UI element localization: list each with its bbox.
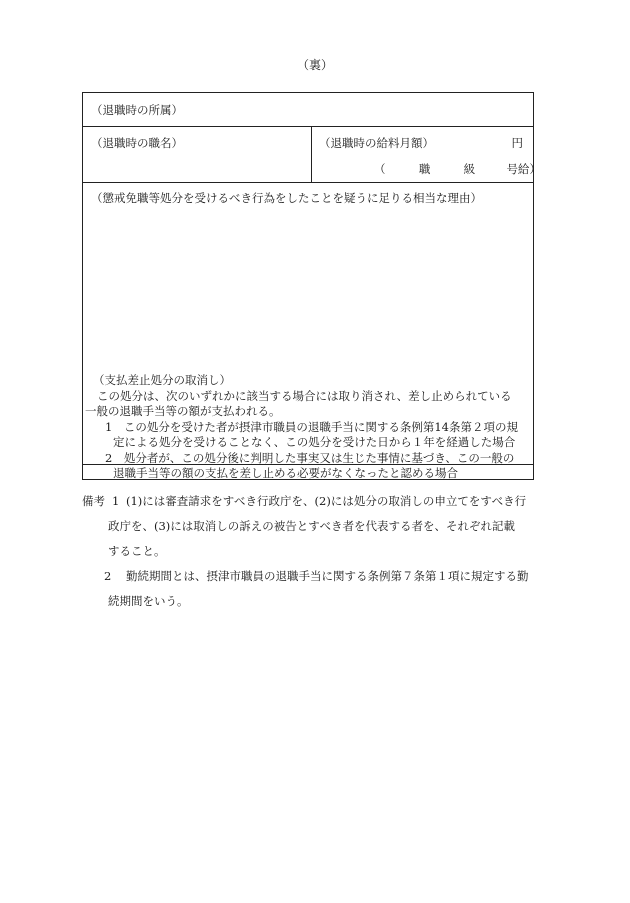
- notes-prefix: 備考: [82, 494, 105, 508]
- position-salary-row: [83, 127, 541, 183]
- salary-label: （退職時の給料月額）: [319, 136, 434, 150]
- affiliation-row: [83, 93, 533, 127]
- note-2-text-line2: 続期間をいう。: [108, 594, 189, 608]
- cancel-item1-line2: 定による処分を受けることなく、この処分を受けた日から１年を経過した場合: [113, 435, 516, 449]
- note-2-line-1: [82, 564, 542, 589]
- cancel-section: [83, 373, 533, 481]
- page-title: （裏）: [296, 58, 333, 72]
- salary-unit: 円: [511, 136, 523, 150]
- note-2-text-line1: 勤続期間とは、摂津市職員の退職手当に関する条例第７条第１項に規定する勤: [126, 569, 529, 583]
- grade-open: （: [374, 162, 386, 176]
- cancel-item2-line2: 退職手当等の額の支払を差し止める必要がなくなったと認める場合: [113, 466, 458, 480]
- cancel-item1-line1: 1 この処分を受けた者が摂津市職員の退職手当に関する条例第14条第２項の規: [105, 419, 518, 434]
- form-table: [82, 92, 541, 480]
- grade-gokyu: 号給）: [506, 162, 541, 176]
- note-1-text-line2: 政庁を、(3)には取消しの訴えの被告とすべき者を代表する者を、それぞれ記載: [108, 519, 516, 533]
- grade-shoku: 職: [418, 162, 431, 176]
- grade-kyu: 級: [463, 162, 476, 176]
- note-1-number: 1: [112, 494, 120, 508]
- cancel-item2-line1: 2 処分者が、この処分後に判明した事実又は生じた事情に基づき、この一般の: [105, 450, 515, 465]
- cancel-heading: （支払差止処分の取消し）: [93, 373, 231, 387]
- note-1-text-line1: (1)には審査請求をすべき行政庁を、(2)には処分の取消しの申立てをすべき行: [126, 494, 527, 508]
- note-2-number: 2: [104, 569, 112, 583]
- note-1-text-line3: すること。: [108, 544, 166, 558]
- notes-section: [82, 489, 542, 614]
- affiliation-label: （退職時の所属）: [91, 103, 183, 117]
- cancel-block: [85, 373, 531, 482]
- column-divider: [311, 127, 312, 182]
- cancel-intro-line1: この処分は、次のいずれかに該当する場合には取り消され、差し止められている: [97, 388, 512, 403]
- cancel-intro-line2: 一般の退職手当等の額が支払われる。: [85, 404, 281, 418]
- note-1-line-1: [82, 489, 542, 514]
- reason-label: （懲戒免職等処分を受けるべき行為をしたことを疑うに足りる相当な理由）: [91, 191, 482, 205]
- grade-line: [374, 161, 541, 177]
- position-label: （退職時の職名）: [91, 136, 183, 150]
